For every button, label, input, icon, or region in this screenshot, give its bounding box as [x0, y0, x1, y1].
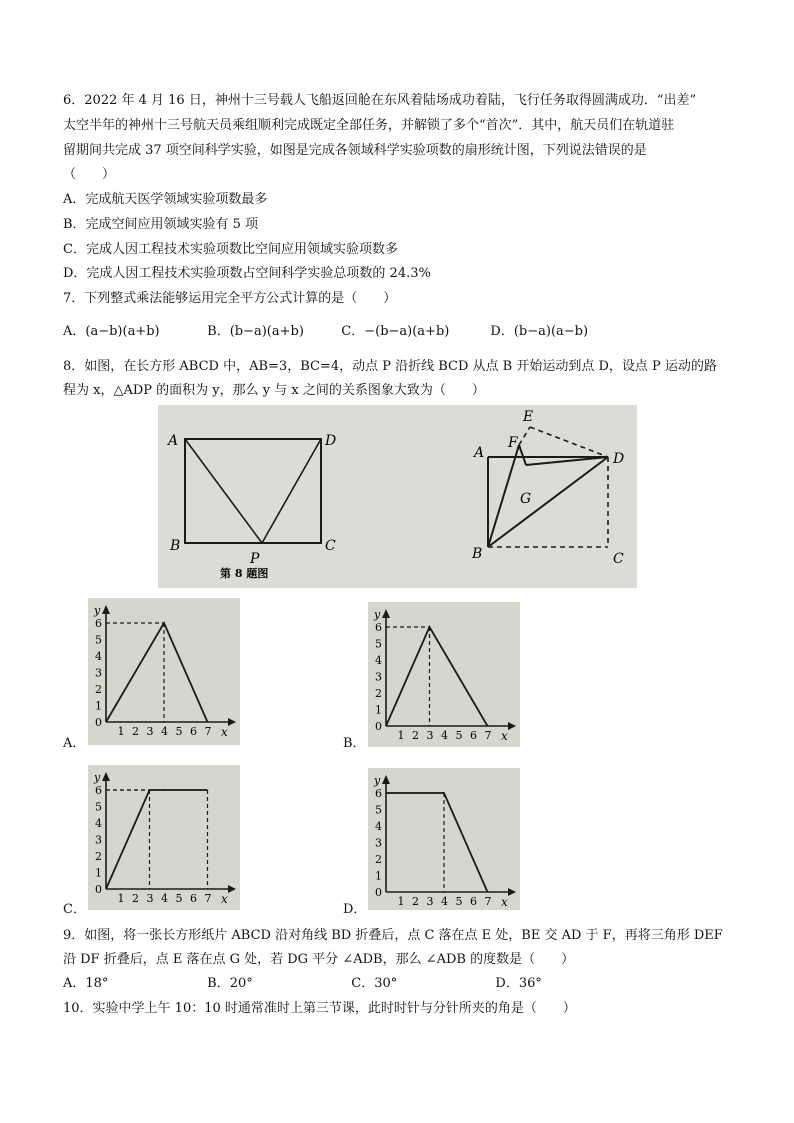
x-tick-label: 5 [175, 725, 183, 738]
y-tick-label: 2 [95, 850, 102, 863]
x-tick-label: 6 [470, 895, 477, 908]
y-tick-label: 2 [95, 683, 102, 696]
q9-option-b[interactable]: B．20° [207, 976, 253, 991]
y-tick-label: 6 [95, 617, 102, 630]
series-line [386, 793, 488, 892]
y-tick-label: 4 [95, 817, 102, 830]
x-axis-label: x [501, 729, 508, 743]
x-tick-label: 2 [412, 895, 419, 908]
y-tick-label: 3 [375, 836, 382, 850]
y-tick-label: 2 [375, 687, 382, 700]
y-tick-label: 6 [95, 784, 102, 797]
graph-option-d[interactable] [368, 768, 520, 910]
fold-label-d: D [613, 451, 625, 467]
figure-caption: 第 8 题图 [220, 567, 269, 580]
x-tick-label: 4 [161, 892, 168, 905]
label-b: B [170, 538, 181, 554]
q7-stem: 7．下列整式乘法能够运用完全平方公式计算的是（ ） [63, 291, 397, 306]
x-tick-label: 4 [441, 729, 448, 742]
x-tick-label: 5 [175, 892, 183, 905]
label-d: D [325, 433, 337, 449]
fold-label-e: E [523, 409, 534, 425]
x-axis-arrow [508, 722, 516, 730]
x-tick-label: 1 [117, 892, 125, 905]
q6-option-c[interactable]: C．完成人因工程技术实验项数比空间应用领域实验项数多 [63, 242, 398, 257]
x-axis-label: x [221, 725, 228, 739]
segment-dp [262, 439, 321, 543]
y-tick-label: 1 [375, 703, 382, 717]
y-tick-label: 5 [375, 637, 382, 651]
q9-option-c[interactable]: C．30° [351, 976, 398, 991]
x-tick-label: 3 [146, 892, 154, 905]
series-line [106, 623, 208, 722]
x-tick-label: 2 [132, 725, 139, 738]
x-tick-label: 1 [117, 725, 125, 738]
y-tick-label: 1 [95, 866, 102, 880]
y-tick-label: 6 [375, 621, 382, 634]
q8-figure-svg [158, 405, 637, 588]
graph-label-c: C． [63, 902, 86, 917]
x-tick-label: 6 [190, 725, 197, 738]
fold-label-c: C [613, 551, 624, 567]
graph-option-c[interactable] [88, 765, 240, 910]
y-tick-label: 4 [375, 820, 382, 833]
q6-line-1: 6．2022 年 4 月 16 日，神州十三号载人飞船返回舱在东风着陆场成功着陆，飞行任务取得圆满成功．“出差” [63, 93, 697, 108]
y-tick-label: 6 [375, 787, 382, 800]
x-axis-arrow [228, 718, 236, 726]
x-tick-label: 1 [397, 895, 405, 908]
x-axis-arrow [228, 885, 236, 893]
fold-ed [530, 427, 608, 457]
y-tick-label: 3 [95, 666, 102, 680]
y-tick-label: 1 [95, 699, 102, 713]
y-axis-arrow [382, 609, 390, 618]
x-tick-label: 5 [455, 729, 463, 742]
graph-d-svg [368, 768, 520, 910]
graph-option-b[interactable] [368, 602, 520, 747]
y-tick-label: 0 [95, 716, 102, 729]
y-tick-label: 0 [375, 720, 382, 733]
label-c: C [325, 538, 336, 554]
q6-option-a[interactable]: A．完成航天医学领域实验项数最多 [63, 192, 268, 207]
y-axis-label: y [374, 608, 381, 621]
fold-label-a: A [474, 445, 485, 461]
y-tick-label: 0 [95, 883, 102, 896]
y-axis-arrow [382, 775, 390, 784]
rect-abcd [185, 439, 321, 543]
x-tick-label: 7 [204, 892, 212, 905]
y-tick-label: 2 [375, 853, 382, 866]
x-tick-label: 2 [412, 729, 419, 742]
label-a: A [168, 433, 179, 449]
y-tick-label: 5 [375, 803, 382, 817]
q8-line-1: 8．如图，在长方形 ABCD 中，AB=3，BC=4，动点 P 沿折线 BCD 从点 B 开始运动到点 D，设点 P 运动的路 [63, 359, 717, 374]
q7-option-a[interactable]: A．(a−b)(a+b) [63, 324, 160, 339]
x-tick-label: 6 [190, 892, 197, 905]
fold-gd [526, 457, 608, 465]
graph-option-a[interactable] [88, 598, 240, 745]
q8-figure-photo [158, 405, 637, 588]
y-axis-arrow [102, 772, 110, 781]
q6-option-d[interactable]: D．完成人因工程技术实验项数占空间科学实验总项数的 24.3% [63, 266, 431, 281]
label-p: P [250, 551, 260, 567]
graph-b-svg [368, 602, 520, 747]
q9-options [63, 975, 542, 993]
graph-label-d: D． [343, 902, 367, 917]
y-tick-label: 3 [375, 670, 382, 684]
x-axis-label: x [501, 895, 508, 909]
fold-fe [519, 427, 530, 445]
q7-option-c[interactable]: C．−(b−a)(a+b) [341, 324, 450, 339]
q6-line-3: 留期间共完成 37 项空间科学实验，如图是完成各领域科学实验项数的扇形统计图，下列说法错误的是 [63, 143, 647, 158]
fold-label-g: G [520, 491, 532, 507]
q7-options [63, 323, 588, 341]
q6-option-b[interactable]: B．完成空间应用领域实验有 5 项 [63, 217, 259, 232]
q8-line-2: 程为 x，△ADP 的面积为 y，那么 y 与 x 之间的关系图象大致为（ ） [63, 383, 485, 398]
fold-bd [488, 457, 608, 547]
y-tick-label: 0 [375, 886, 382, 899]
x-axis-arrow [508, 888, 516, 896]
q10-stem: 10．实验中学上午 10：10 时通常准时上第三节课，此时时针与分针所夹的角是（ ） [63, 1001, 576, 1016]
y-tick-label: 5 [95, 800, 102, 814]
x-tick-label: 7 [484, 729, 492, 742]
x-tick-label: 2 [132, 892, 139, 905]
series-line [386, 627, 488, 726]
y-axis-arrow [102, 605, 110, 614]
x-axis-label: x [221, 892, 228, 906]
fold-label-f: F [508, 435, 518, 451]
y-tick-label: 5 [95, 633, 102, 647]
series-line [106, 790, 208, 889]
x-tick-label: 1 [397, 729, 405, 742]
x-tick-label: 3 [146, 725, 154, 738]
y-tick-label: 1 [375, 869, 382, 883]
y-axis-label: y [94, 604, 101, 617]
segment-ap [185, 439, 262, 543]
q9-line-2: 沿 DF 折叠后，点 E 落在点 G 处，若 DG 平分 ∠ADB，那么 ∠ADB 的度数是（ ） [63, 952, 575, 967]
q7-option-d[interactable]: D．(b−a)(a−b) [490, 324, 589, 339]
y-tick-label: 4 [95, 650, 102, 663]
fold-fg [519, 445, 526, 465]
q7-option-b[interactable]: B．(b−a)(a+b) [207, 324, 304, 339]
x-tick-label: 7 [204, 725, 212, 738]
x-tick-label: 3 [426, 895, 434, 908]
graph-label-b: B． [343, 736, 366, 751]
graph-c-svg [88, 765, 240, 910]
fold-bf [488, 445, 519, 547]
x-tick-label: 6 [470, 729, 477, 742]
y-tick-label: 3 [95, 833, 102, 847]
x-tick-label: 5 [455, 895, 463, 908]
graph-a-svg [88, 598, 240, 745]
q9-option-a[interactable]: A．18° [63, 976, 109, 991]
fold-label-b: B [472, 546, 483, 562]
q6-line-4: （ ） [63, 167, 116, 182]
x-tick-label: 7 [484, 895, 492, 908]
q9-line-1: 9．如图，将一张长方形纸片 ABCD 沿对角线 BD 折叠后，点 C 落在点 E 处，BE 交 AD 于 F，再将三角形 DEF [63, 928, 723, 943]
q6-line-2: 太空半年的神州十三号航天员乘组顺利完成既定全部任务，并解锁了多个“首次”．其中，航天员们在轨道驻 [63, 118, 675, 133]
y-axis-label: y [374, 774, 381, 787]
x-tick-label: 3 [426, 729, 434, 742]
y-axis-label: y [94, 771, 101, 784]
graph-label-a: A． [63, 736, 86, 751]
q9-option-d[interactable]: D．36° [495, 976, 542, 991]
x-tick-label: 4 [161, 725, 168, 738]
x-tick-label: 4 [441, 895, 448, 908]
y-tick-label: 4 [375, 654, 382, 667]
